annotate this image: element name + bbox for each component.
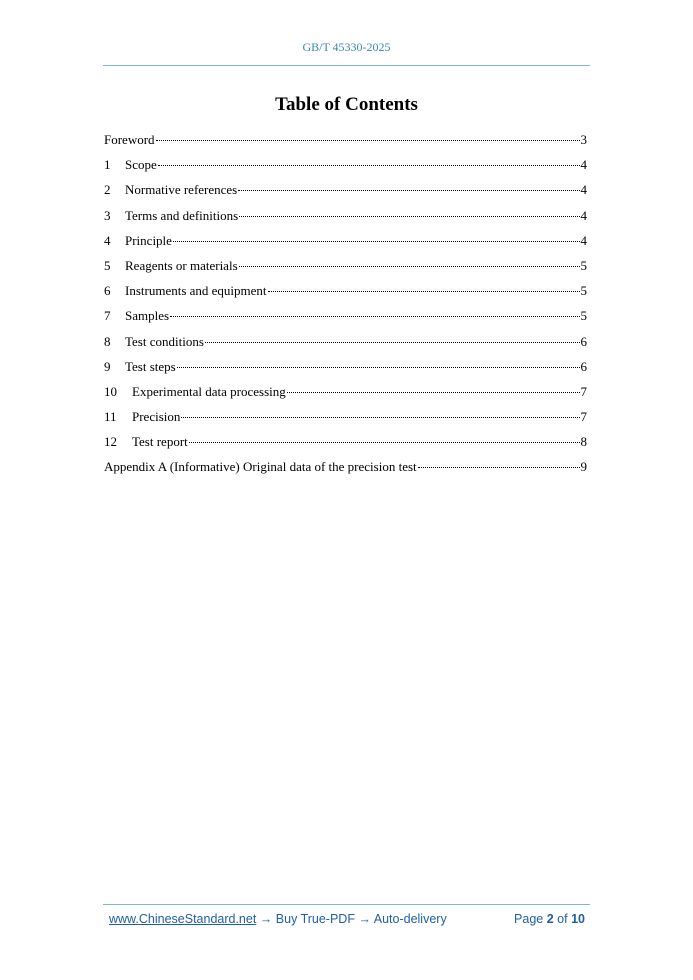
toc-dot-leader: [177, 367, 580, 368]
toc-entry[interactable]: [104, 332, 587, 357]
toc-entry-label: Reagents or materials: [125, 257, 238, 273]
toc-entry[interactable]: [104, 306, 587, 331]
page-word: Page: [514, 912, 544, 926]
toc-entry-label: Samples: [125, 308, 170, 324]
of-word: of: [557, 912, 568, 926]
toc-entry[interactable]: [104, 256, 587, 281]
toc-dot-leader: [189, 442, 580, 443]
toc-entry-label: Normative references: [125, 182, 238, 198]
page-footer: [109, 912, 585, 926]
toc-entry[interactable]: [104, 155, 587, 180]
toc-entry-label: Foreword: [104, 132, 155, 147]
page-title: Table of Contents: [275, 94, 418, 115]
toc-entry-page: 6: [580, 333, 587, 349]
toc-entry[interactable]: [104, 281, 587, 306]
page-indicator: [514, 912, 585, 926]
running-header-doc-code: GB/T 45330-2025: [302, 40, 391, 54]
toc-entry-number: 7: [104, 308, 111, 324]
toc-entry[interactable]: [104, 130, 587, 155]
toc-dot-leader: [205, 342, 580, 343]
toc-entry-page: 8: [580, 434, 587, 450]
toc-entry-label: Terms and definitions: [125, 207, 239, 223]
toc-entry-page: 7: [580, 409, 587, 425]
toc-entry-label: Appendix A (Informative) Original data of the precision test: [104, 459, 417, 475]
toc-dot-leader: [156, 140, 580, 141]
toc-entry-page: 6: [580, 358, 587, 374]
toc-entry[interactable]: [104, 382, 587, 407]
toc-dot-leader: [418, 467, 580, 468]
website-link[interactable]: www.ChineseStandard.net: [109, 912, 257, 926]
toc-dot-leader: [239, 216, 579, 217]
toc-entry-label: Principle: [125, 232, 172, 248]
toc-entry-label: Precision: [132, 409, 181, 425]
buy-true-pdf-link[interactable]: Buy True-PDF: [275, 912, 355, 926]
toc-entry-number: 11: [104, 409, 117, 425]
toc-entry-number: 8: [104, 333, 111, 349]
toc-entry-page: 3: [580, 132, 587, 147]
toc-entry-page: 5: [580, 283, 587, 299]
toc-entry[interactable]: [104, 180, 587, 205]
table-of-contents: [104, 130, 587, 483]
toc-entry-number: 12: [104, 434, 117, 450]
toc-dot-leader: [239, 266, 580, 267]
footer-divider: [103, 904, 590, 905]
toc-entry-page: 4: [580, 182, 587, 198]
toc-entry-number: 3: [104, 207, 111, 223]
toc-entry-number: 2: [104, 182, 111, 198]
toc-entry-page: 4: [580, 207, 587, 223]
toc-entry-number: 1: [104, 157, 111, 173]
current-page-number: 2: [546, 912, 554, 926]
toc-entry[interactable]: [104, 407, 587, 432]
toc-entry[interactable]: [104, 206, 587, 231]
toc-entry[interactable]: [104, 432, 587, 457]
toc-entry-number: 9: [104, 358, 111, 374]
toc-entry-page: 9: [580, 459, 587, 475]
toc-dot-leader: [181, 417, 579, 418]
toc-dot-leader: [158, 165, 580, 166]
header-divider: [103, 65, 590, 66]
toc-dot-leader: [268, 291, 580, 292]
toc-entry-label: Experimental data processing: [132, 383, 286, 399]
toc-dot-leader: [287, 392, 580, 393]
toc-entry-label: Test conditions: [125, 333, 204, 349]
total-pages-number: 10: [571, 912, 585, 926]
toc-entry-page: 4: [580, 157, 587, 173]
toc-entry-label: Instruments and equipment: [125, 283, 267, 299]
toc-entry-number: 5: [104, 257, 111, 273]
arrow-right-icon: →: [358, 912, 371, 926]
toc-entry-number: 6: [104, 283, 111, 299]
toc-entry-number: 10: [104, 383, 117, 399]
arrow-right-icon: →: [259, 912, 273, 926]
toc-dot-leader: [173, 241, 580, 242]
auto-delivery-text: Auto-delivery: [373, 912, 447, 926]
toc-dot-leader: [170, 316, 579, 317]
toc-dot-leader: [238, 190, 579, 191]
toc-entry-page: 7: [580, 383, 587, 399]
toc-entry-page: 5: [580, 257, 587, 273]
toc-entry[interactable]: [104, 357, 587, 382]
toc-entry[interactable]: [104, 457, 587, 482]
toc-entry-label: Test report: [132, 434, 188, 450]
toc-entry[interactable]: [104, 231, 587, 256]
toc-entry-label: Test steps: [125, 358, 176, 374]
toc-entry-page: 5: [580, 308, 587, 324]
toc-entry-page: 4: [580, 232, 587, 248]
toc-entry-label: Scope: [125, 157, 157, 173]
toc-entry-number: 4: [104, 232, 111, 248]
